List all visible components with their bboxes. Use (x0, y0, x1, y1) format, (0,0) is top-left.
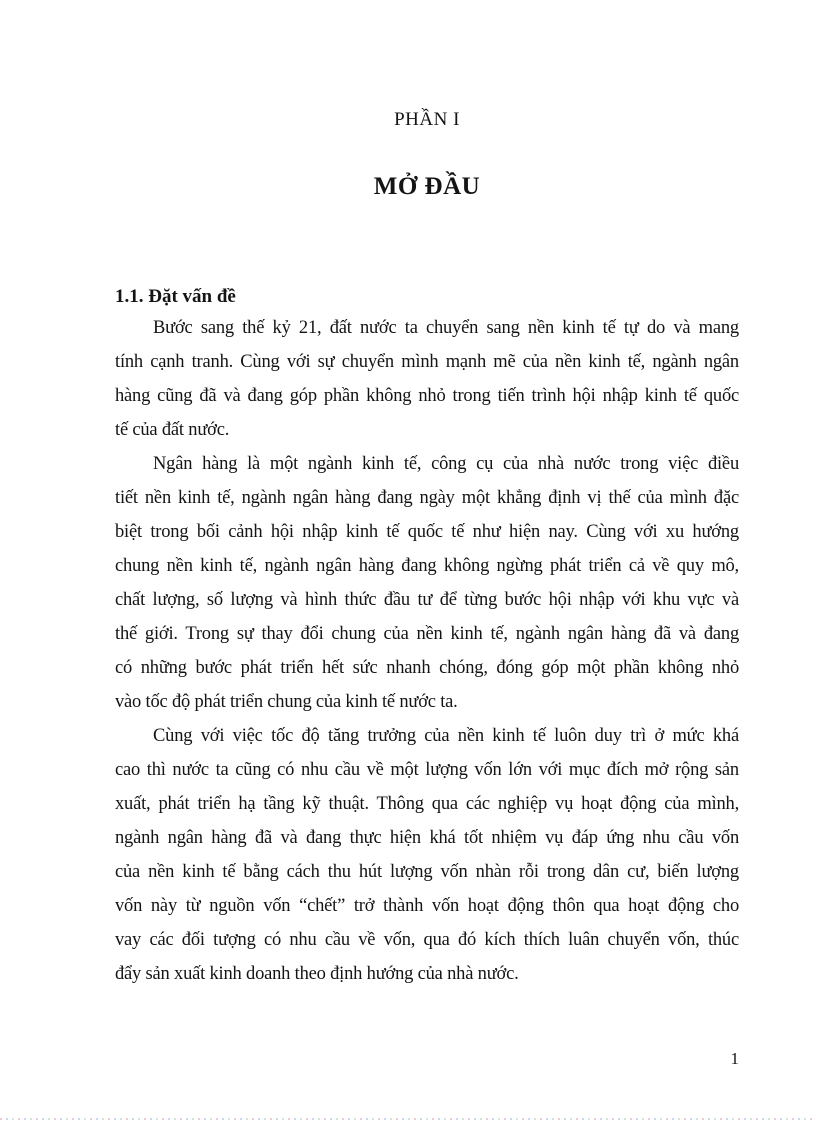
paragraph (115, 719, 739, 991)
document-title: MỞ ĐẦU (373, 173, 481, 200)
part-label: PHẦN I (394, 109, 460, 130)
paragraph-line: chất lượng, số lượng và hình thức đầu tư để từng bước hội nhập với khu vực và (115, 590, 739, 610)
paragraph-line: vào tốc độ phát triển chung của kinh tế nước ta. (115, 692, 458, 712)
paragraph-line: tế của đất nước. (115, 420, 230, 440)
section-heading: 1.1. Đặt vấn đề (115, 286, 236, 307)
page-number: 1 (730, 1049, 739, 1068)
paragraph-line: vốn này từ nguồn vốn “chết” trở thành vốn hoạt động thôn qua hoạt động cho (115, 896, 739, 916)
paragraph-line: xuất, phát triển hạ tầng kỹ thuật. Thông qua các nghiệp vụ hoạt động của mình, (115, 794, 739, 814)
paragraph-line: có những bước phát triển hết sức nhanh chóng, đóng góp một phần không nhỏ (115, 658, 739, 678)
scan-artifact-dotted-line (0, 1118, 816, 1120)
paragraph-line: Ngân hàng là một ngành kinh tế, công cụ của nhà nước trong việc điều (153, 454, 739, 474)
paragraph-line: tiết nền kinh tế, ngành ngân hàng đang ngày một khẳng định vị thế của mình đặc (115, 488, 739, 508)
paragraph-line: Cùng với việc tốc độ tăng trưởng của nền kinh tế luôn duy trì ở mức khá (153, 726, 739, 746)
paragraph-line: Bước sang thế kỷ 21, đất nước ta chuyển sang nền kinh tế tự do và mang (153, 318, 739, 338)
paragraph (115, 447, 739, 719)
paragraph-line: ngành ngân hàng đã và đang thực hiện khá tốt nhiệm vụ đáp ứng nhu cầu vốn (115, 828, 739, 848)
paragraph-line: vay các đối tượng có nhu cầu về vốn, qua đó kích thích luân chuyển vốn, thúc (115, 930, 739, 950)
paragraph-line: tính cạnh tranh. Cùng với sự chuyển mình mạnh mẽ của nền kinh tế, ngành ngân (115, 352, 739, 372)
paragraph-line: thế giới. Trong sự thay đổi chung của nền kinh tế, ngành ngân hàng đã và đang (115, 624, 739, 644)
paragraph-line: chung nền kinh tế, ngành ngân hàng đang không ngừng phát triển cả về quy mô, (115, 556, 739, 576)
paragraph-line: đẩy sản xuất kinh doanh theo định hướng của nhà nước. (115, 964, 519, 984)
paragraph-line: cao thì nước ta cũng có nhu cầu về một lượng vốn lớn với mục đích mở rộng sản (115, 760, 739, 780)
paragraph-line: hàng cũng đã và đang góp phần không nhỏ trong tiến trình hội nhập kinh tế quốc (115, 386, 739, 406)
paragraphs (115, 311, 739, 991)
paragraph-line: của nền kinh tế bằng cách thu hút lượng vốn nhàn rỗi trong dân cư, biến lượng (115, 862, 739, 882)
paragraph (115, 311, 739, 447)
paragraph-line: biệt trong bối cảnh hội nhập kinh tế quốc tế như hiện nay. Cùng với xu hướng (115, 522, 739, 542)
